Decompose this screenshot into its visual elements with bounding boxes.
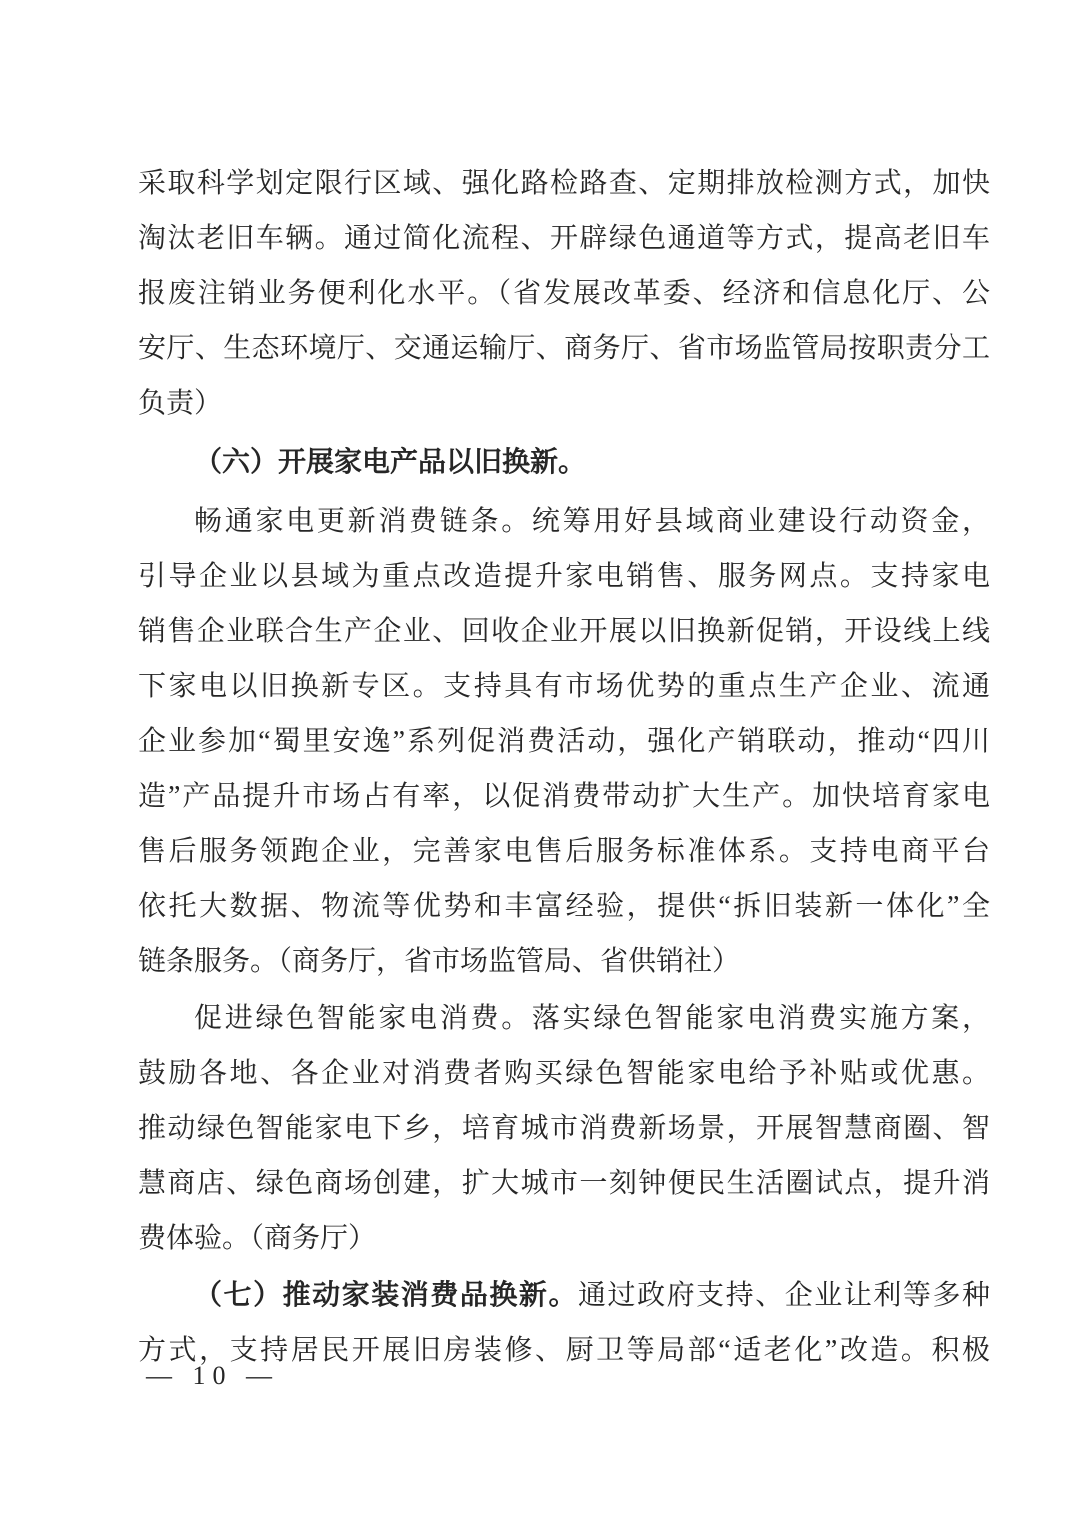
text-line: 链条服务。（商务厅，省市场监管局、省供销社） [138, 946, 741, 977]
text-line: 销售企业联合生产企业、回收企业开展以旧换新促销，开设线上线 [138, 616, 990, 647]
document-body [138, 156, 990, 1378]
line-text: 通过政府支持、企业让利等多种 [578, 1280, 990, 1311]
paragraph [138, 991, 990, 1266]
paragraph [138, 494, 990, 989]
text-line: 淘汰老旧车辆。通过简化流程、开辟绿色通道等方式，提高老旧车 [138, 223, 990, 254]
text-line: （六）开展家电产品以旧换新。 [194, 447, 587, 478]
text-line: 负责） [138, 388, 223, 419]
text-line: 企业参加“蜀里安逸”系列促消费活动，强化产销联动，推动“四川 [138, 726, 990, 757]
text-line: 畅通家电更新消费链条。统筹用好县域商业建设行动资金， [194, 506, 990, 537]
text-line: 费体验。（商务厅） [138, 1223, 377, 1254]
inline-heading-text: （七）推动家装消费品换新。 [194, 1280, 578, 1311]
paragraph [138, 156, 990, 431]
page-number: — 10 — [146, 1361, 279, 1390]
text-line: 依托大数据、物流等优势和丰富经验，提供“拆旧装新一体化”全 [138, 891, 990, 922]
text-line: 售后服务领跑企业，完善家电售后服务标准体系。支持电商平台 [138, 836, 990, 867]
text-line: 安厅、生态环境厅、交通运输厅、商务厅、省市场监管局按职责分工 [138, 333, 990, 364]
text-line: 推动绿色智能家电下乡，培育城市消费新场景，开展智慧商圈、智 [138, 1113, 990, 1144]
text-line: 慧商店、绿色商场创建，扩大城市一刻钟便民生活圈试点，提升消 [138, 1168, 990, 1199]
text-line: 报废注销业务便利化水平。（省发展改革委、经济和信息化厅、公 [138, 278, 990, 309]
text-line: 引导企业以县域为重点改造提升家电销售、服务网点。支持家电 [138, 561, 990, 592]
text-line: 下家电以旧换新专区。支持具有市场优势的重点生产企业、流通 [138, 671, 990, 702]
section-heading [138, 435, 990, 490]
text-line: 采取科学划定限行区域、强化路检路查、定期排放检测方式，加快 [138, 168, 990, 199]
text-line [138, 1268, 990, 1323]
text-line: 造”产品提升市场占有率，以促消费带动扩大生产。加快培育家电 [138, 781, 990, 812]
text-line: 鼓励各地、各企业对消费者购买绿色智能家电给予补贴或优惠。 [138, 1058, 990, 1089]
text-line: 促进绿色智能家电消费。落实绿色智能家电消费实施方案， [194, 1003, 990, 1034]
text-line: 方式，支持居民开展旧房装修、厨卫等局部“适老化”改造。积极 [138, 1335, 990, 1366]
